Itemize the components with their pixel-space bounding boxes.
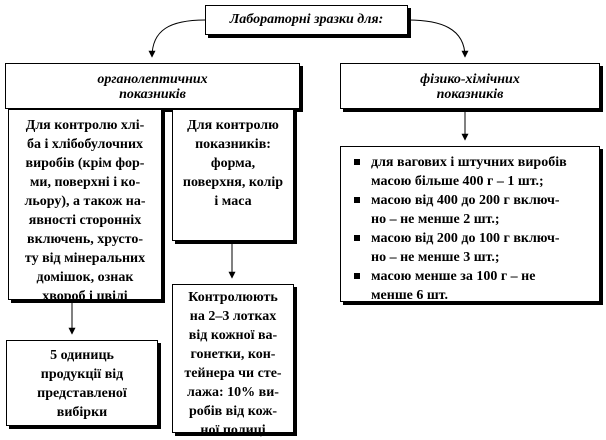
box-d-line-4: гонетки, кон- bbox=[190, 347, 276, 362]
box-c-line-3: представленої bbox=[37, 386, 127, 401]
box-d-line-5: тейнера чи сте- bbox=[184, 366, 282, 381]
bullet-icon bbox=[354, 273, 360, 279]
list-item bbox=[341, 267, 599, 305]
box-a-line-10: хвороб і цвілі bbox=[42, 289, 128, 304]
trays-control-box bbox=[172, 284, 294, 438]
list-item-line: масою більше 400 г – 1 шт.; bbox=[371, 174, 544, 189]
list-item bbox=[341, 229, 599, 267]
box-d-line-1: Контролюють bbox=[188, 290, 278, 305]
top-title-box bbox=[205, 5, 408, 35]
box-b-line-1: Для контролю bbox=[187, 118, 279, 133]
organoleptic-header-line-2: показників bbox=[119, 87, 186, 102]
box-d-line-2: на 2–3 лотках bbox=[189, 309, 277, 324]
top-title: Лабораторні зразки для: bbox=[229, 12, 384, 27]
list-item-line: менше 6 шт. bbox=[371, 288, 448, 303]
organoleptic-header-box bbox=[5, 63, 300, 109]
box-a-line-5: льору), а також на- bbox=[24, 194, 146, 209]
bullet-icon bbox=[354, 235, 360, 241]
box-c-line-4: вибірки bbox=[56, 405, 108, 420]
list-item bbox=[341, 191, 599, 229]
arrow-top-to-right bbox=[408, 20, 465, 57]
bullet-icon bbox=[354, 197, 360, 203]
mass-requirements-box bbox=[340, 146, 600, 302]
box-a-line-8: ту від мінеральних bbox=[24, 251, 146, 266]
list-item bbox=[341, 153, 599, 191]
list-item-line: масою менше за 100 г – не bbox=[371, 269, 536, 284]
box-a-line-3: виробів (крім фор- bbox=[25, 156, 145, 171]
physicochemical-header-line-1: фізико-хімічних bbox=[420, 72, 520, 87]
box-d-line-8: ної полиці bbox=[200, 423, 266, 438]
list-item-line: масою від 200 до 100 г включ- bbox=[371, 231, 560, 246]
sample-units-box bbox=[6, 340, 158, 426]
arrow-top-to-left bbox=[152, 20, 205, 57]
physicochemical-header-box bbox=[340, 63, 600, 109]
box-a-line-2: ба і хлібобулочних bbox=[26, 137, 144, 152]
control-indicators-box bbox=[172, 109, 294, 241]
box-b-line-5: і маса bbox=[214, 194, 252, 209]
box-b-line-3: форма, bbox=[210, 156, 256, 171]
box-c-line-2: продукції від bbox=[40, 367, 124, 382]
box-b-line-4: поверхня, колір bbox=[182, 175, 284, 190]
box-d-line-7: робів від кож- bbox=[188, 404, 278, 419]
box-a-line-4: ми, поверхні і ко- bbox=[29, 175, 141, 190]
box-a-line-6: явності сторонніх bbox=[28, 213, 142, 228]
list-item-line: но – не менше 2 шт.; bbox=[371, 212, 500, 227]
organoleptic-header-line-1: органолептичних bbox=[97, 72, 208, 87]
list-item-line: для вагових і штучних виробів bbox=[371, 155, 567, 170]
box-d-line-3: від кожної ва- bbox=[188, 328, 278, 343]
box-a-line-1: Для контролю хлі- bbox=[25, 118, 145, 133]
bullet-icon bbox=[354, 159, 360, 165]
box-b-line-2: показників: bbox=[195, 137, 271, 152]
list-item-line: но – не менше 3 шт.; bbox=[371, 250, 500, 265]
box-a-line-9: домішок, ознак bbox=[36, 270, 134, 285]
mass-requirements-list bbox=[341, 153, 599, 305]
box-c-line-1: 5 одиниць bbox=[50, 348, 114, 363]
physicochemical-header-line-2: показників bbox=[436, 87, 504, 102]
box-d-line-6: лажа: 10% ви- bbox=[187, 385, 279, 400]
box-a-line-7: включень, хрусто- bbox=[27, 232, 143, 247]
list-item-line: масою від 400 до 200 г включ- bbox=[371, 193, 560, 208]
control-bread-box bbox=[8, 109, 162, 304]
